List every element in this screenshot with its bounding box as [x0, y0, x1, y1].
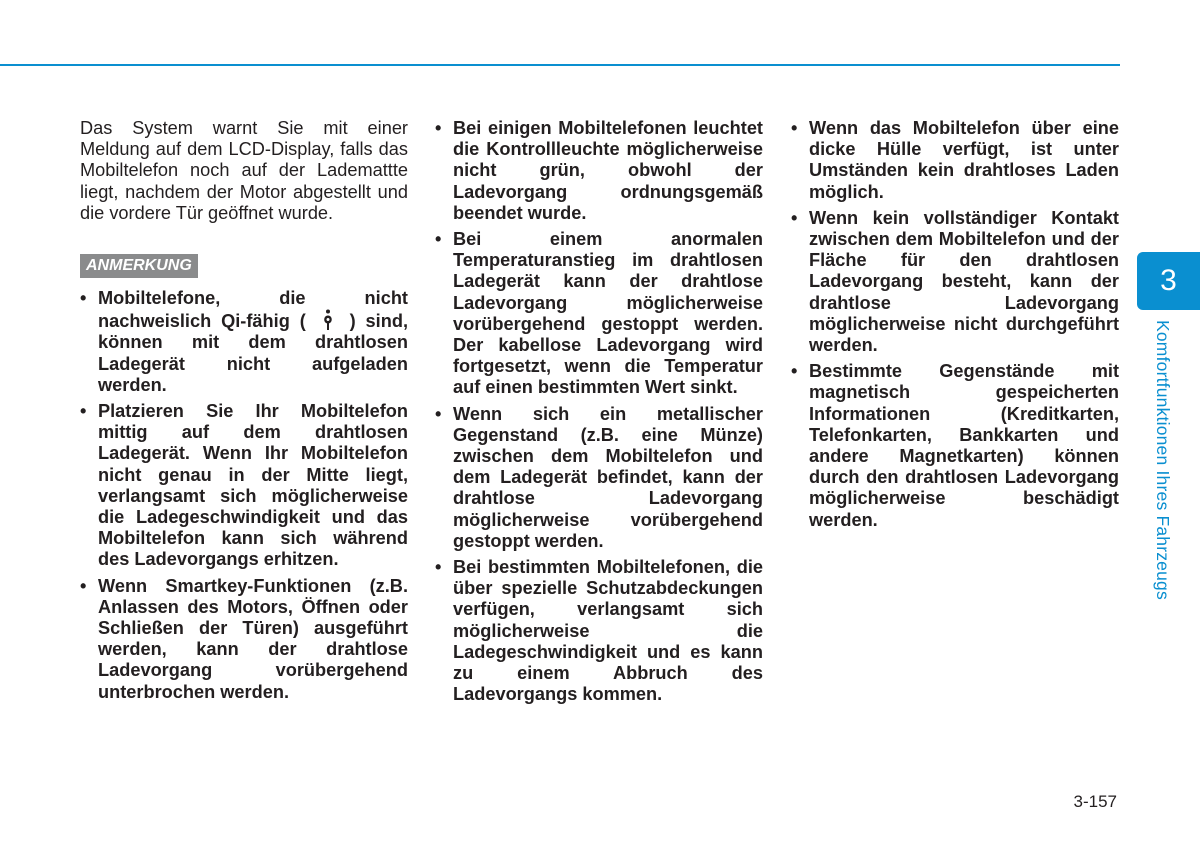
list-item: • Bei bestimmten Mobiltelefonen, die über spezielle Schutzabdeckungen verfügen, verlangsamt sich möglicherweise die Ladegeschwindigkeit und es kann zu einem Abbruch des Ladevorgangs kommen. — [435, 557, 763, 705]
intro-paragraph: Das System warnt Sie mit einer Meldung auf dem LCD-Display, falls das Mobiltelefon noch auf der Lademattte liegt, nachdem der Motor abgestellt und die vordere Tür geöffnet wurde. — [80, 118, 408, 223]
note-list — [80, 288, 408, 703]
list-item: • Bei einem anormalen Temperaturanstieg im drahtlosen Ladegerät kann der drahtlose Ladevorgang möglicherweise vorübergehend gestoppt werden. Der kabellose Ladevorgang wird fortgesetzt, wenn die Temperatur auf einen bestimmten Wert sinkt. — [435, 229, 763, 399]
list-item: • Wenn Smartkey-Funktionen (z.B. Anlassen des Motors, Öffnen oder Schließen der Türen) ausgeführt werden, kann der drahtlose Ladevorgang vorübergehend unterbrochen werden. — [80, 576, 408, 703]
bullet-list — [435, 118, 763, 705]
chapter-tab: 3 — [1137, 252, 1200, 310]
list-item: • Bei einigen Mobiltelefonen leuchtet die Kontrollleuchte möglicherweise nicht grün, obwohl der Ladevorgang ordnungsgemäß beendet wurde. — [435, 118, 763, 224]
list-item: • Platzieren Sie Ihr Mobiltelefon mittig auf dem drahtlosen Ladegerät. Wenn Ihr Mobiltelefon nicht genau in der Mitte liegt, verlangsamt sich möglicherweise die Ladegeschwindigkeit und das Mobiltelefon kann sich während des Ladevorgangs erhitzen. — [80, 401, 408, 571]
list-item: • Wenn das Mobiltelefon über eine dicke Hülle verfügt, ist unter Umständen kein drahtloses Laden möglich. — [791, 118, 1119, 203]
list-item: • Bestimmte Gegenstände mit magnetisch gespeicherten Informationen (Kreditkarten, Telefonkarten, Bankkarten und andere Magnetkarten) können durch den drahtlosen Ladevorgang möglicherweise beschädigt werden. — [791, 361, 1119, 531]
bullet-list — [791, 118, 1119, 531]
header-rule — [0, 64, 1120, 66]
chapter-title: Komfortfunktionen Ihres Fahrzeugs — [1153, 320, 1173, 600]
list-item: • Wenn kein vollständiger Kontakt zwischen dem Mobiltelefon und der Fläche für den drahtlosen Ladevorgang besteht, kann der drahtlose Ladevorgang möglicherweise nicht durchgeführt werden. — [791, 208, 1119, 356]
list-item-text: Mobiltelefone, die nicht nachweislich Qi-fähig ( — [98, 288, 408, 332]
qi-wireless-charging-icon — [318, 309, 338, 331]
list-item — [80, 288, 408, 396]
column-middle — [435, 118, 763, 710]
page-number: 3-157 — [1073, 792, 1117, 811]
note-badge: ANMERKUNG — [80, 254, 198, 278]
column-left — [80, 118, 408, 708]
list-item: • Wenn sich ein metallischer Gegenstand (z.B. eine Münze) zwischen dem Mobiltelefon und dem Ladegerät befindet, kann der drahtlose Ladevorgang möglicherweise vorübergehend gestoppt werden. — [435, 404, 763, 552]
list-item-text: ) sind, können mit dem drahtlosen Ladegerät nicht aufgeladen werden. — [98, 311, 408, 395]
column-right — [791, 118, 1119, 536]
